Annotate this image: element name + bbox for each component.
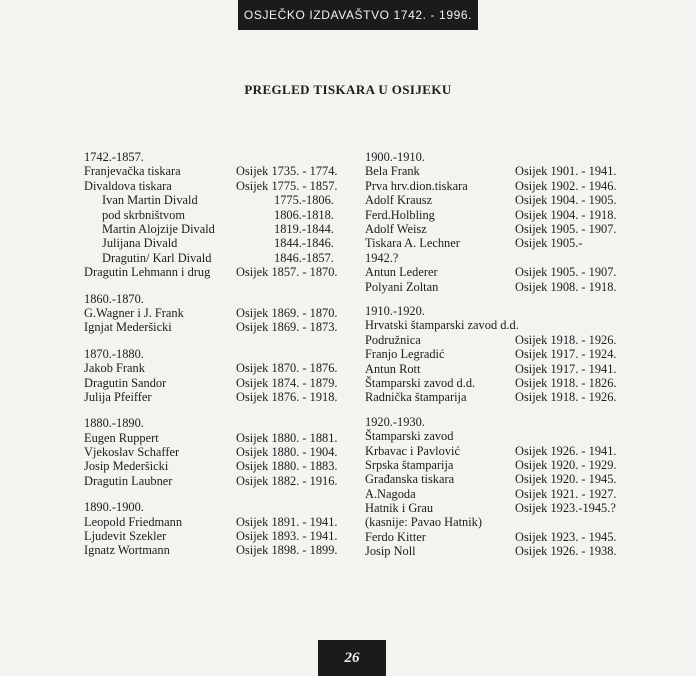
printer-name: Franjo Legradić xyxy=(365,347,445,362)
printer-name: Ignatz Wortmann xyxy=(84,543,170,558)
printer-row xyxy=(84,445,352,459)
printer-row xyxy=(365,347,627,361)
printer-row xyxy=(84,236,352,250)
printer-row xyxy=(365,544,627,558)
printer-dates: Osijek 1926. - 1941. xyxy=(515,443,617,458)
printer-name: Građanska tiskara xyxy=(365,472,455,487)
printer-name: Ferdo Kitter xyxy=(365,529,426,544)
printer-row xyxy=(84,390,352,404)
printer-dates: Osijek 1923.-1945.? xyxy=(515,501,616,516)
printer-row xyxy=(365,487,627,501)
printer-name: Divaldova tiskara xyxy=(84,178,172,193)
printer-row xyxy=(365,390,627,404)
printer-row xyxy=(365,530,627,544)
printer-row xyxy=(84,459,352,473)
printer-name: pod skrbništvom xyxy=(102,207,185,222)
printer-dates: Osijek 1775. - 1857. xyxy=(236,178,338,193)
printer-dates: Osijek 1898. - 1899. xyxy=(236,543,338,558)
period-group-1890-1900 xyxy=(84,500,352,558)
printer-name: Antun Rott xyxy=(365,361,421,376)
printer-dates: Osijek 1901. - 1941. xyxy=(515,164,617,179)
period-group-1880-1890 xyxy=(84,416,352,488)
period-group-1870-1880 xyxy=(84,347,352,405)
printer-name: Vjekoslav Schaffer xyxy=(84,445,180,460)
left-column xyxy=(84,150,352,558)
printer-dates: 1846.-1857. xyxy=(274,250,334,265)
printer-name: Hatnik i Grau xyxy=(365,501,434,516)
printer-row xyxy=(365,444,627,458)
printer-name: Antun Lederer xyxy=(365,265,438,280)
printer-dates: Osijek 1923. - 1945. xyxy=(515,529,617,544)
printer-row xyxy=(84,474,352,488)
printer-row xyxy=(365,376,627,390)
printer-row xyxy=(365,193,627,207)
printer-dates: Osijek 1902. - 1946. xyxy=(515,178,617,193)
period-heading: 1742.-1857. xyxy=(84,150,144,164)
printer-row xyxy=(84,306,352,320)
printer-row xyxy=(84,361,352,375)
page-number-box xyxy=(318,640,386,676)
period-group-1910-1920 xyxy=(365,304,627,405)
printer-row xyxy=(365,222,627,236)
period-group-1900-1910 xyxy=(365,150,627,294)
printer-row xyxy=(84,376,352,390)
header-box xyxy=(238,0,478,30)
printer-name: Ferd.Holbling xyxy=(365,207,435,222)
period-heading: 1900.-1910. xyxy=(365,150,425,164)
printer-dates: Osijek 1874. - 1879. xyxy=(236,375,338,390)
printer-name: Dragutin Sandor xyxy=(84,375,167,390)
printer-name: Prva hrv.dion.tiskara xyxy=(365,178,468,193)
printer-name: Podružnica xyxy=(365,332,421,347)
printer-row xyxy=(84,179,352,193)
printer-dates: Osijek 1891. - 1941. xyxy=(236,514,338,529)
printer-dates: Osijek 1880. - 1883. xyxy=(236,459,338,474)
period-group-1860-1870 xyxy=(84,292,352,335)
printer-name: Radnička štamparija xyxy=(365,390,467,405)
printer-dates: 1819.-1844. xyxy=(274,221,334,236)
printer-dates: Osijek 1905. - 1907. xyxy=(515,265,617,280)
printer-dates: Osijek 1735. - 1774. xyxy=(236,164,338,179)
printer-row xyxy=(365,501,627,515)
printer-row xyxy=(365,362,627,376)
period-heading: 1870.-1880. xyxy=(84,346,144,361)
printer-dates: Osijek 1918. - 1926. xyxy=(515,390,617,405)
printer-name: Bela Frank xyxy=(365,164,420,179)
printer-name: Julija Pfeiffer xyxy=(84,389,152,404)
period-group-1742-1857 xyxy=(84,150,352,280)
printer-row xyxy=(365,280,627,294)
printer-dates: Osijek 1870. - 1876. xyxy=(236,361,338,376)
printer-dates: Osijek 1904. - 1918. xyxy=(515,207,617,222)
printer-row xyxy=(84,431,352,445)
printer-dates: Osijek 1917. - 1941. xyxy=(515,361,617,376)
period-group-1920-1930 xyxy=(365,415,627,559)
printer-name: Eugen Ruppert xyxy=(84,430,159,445)
period-heading: 1880.-1890. xyxy=(84,416,144,431)
printer-dates: Osijek 1869. - 1873. xyxy=(236,320,338,335)
printer-row xyxy=(84,208,352,222)
printer-name: Polyani Zoltan xyxy=(365,279,439,294)
printer-name: 1942.? xyxy=(365,250,399,265)
printer-row xyxy=(365,458,627,472)
printer-dates: Osijek 1920. - 1929. xyxy=(515,457,617,472)
period-subheading: Hrvatski štamparski zavod d.d. xyxy=(365,318,519,333)
printer-dates: Osijek 1882. - 1916. xyxy=(236,473,338,488)
page-number: 26 xyxy=(344,649,360,666)
printer-name: Martin Alojzije Divald xyxy=(102,221,215,236)
printer-name: Ignjat Mederšicki xyxy=(84,320,172,335)
period-heading: 1860.-1870. xyxy=(84,291,144,306)
printer-row xyxy=(84,265,352,279)
printer-dates: Osijek 1926. - 1938. xyxy=(515,544,617,559)
printer-dates: Osijek 1920. - 1945. xyxy=(515,472,617,487)
printer-name: Ljudevit Szekler xyxy=(84,529,167,544)
printer-row xyxy=(84,515,352,529)
right-column xyxy=(365,150,627,559)
period-heading: 1890.-1900. xyxy=(84,500,144,515)
header-title: OSJEČKO IZDAVAŠTVO 1742. - 1996. xyxy=(243,8,473,22)
printer-name: Ivan Martin Divald xyxy=(102,193,198,208)
printer-dates: Osijek 1917. - 1924. xyxy=(515,347,617,362)
printer-row xyxy=(365,333,627,347)
printer-dates: 1775.-1806. xyxy=(274,193,334,208)
printer-row xyxy=(84,543,352,557)
printer-name: Josip Noll xyxy=(365,544,416,559)
printer-name: Dragutin Laubner xyxy=(84,473,173,488)
printer-name: Franjevačka tiskara xyxy=(84,164,181,179)
printer-row xyxy=(84,164,352,178)
printer-name: (kasnije: Pavao Hatnik) xyxy=(365,515,482,530)
printer-name: G.Wagner i J. Frank xyxy=(84,305,184,320)
printer-name: A.Nagoda xyxy=(365,486,416,501)
printer-row xyxy=(365,179,627,193)
printer-row xyxy=(84,193,352,207)
printer-name: Jakob Frank xyxy=(84,361,145,376)
printer-row xyxy=(365,208,627,222)
printer-row xyxy=(365,472,627,486)
printer-dates: 1806.-1818. xyxy=(274,207,334,222)
printer-name: Tiskara A. Lechner xyxy=(365,236,460,251)
printer-name: Adolf Krausz xyxy=(365,193,433,208)
printer-dates: Osijek 1918. - 1826. xyxy=(515,375,617,390)
printer-dates: Osijek 1918. - 1926. xyxy=(515,332,617,347)
page-title: PREGLED TISKARA U OSIJEKU xyxy=(244,82,452,97)
printer-dates: 1844.-1846. xyxy=(274,236,334,251)
period-subheading: Štamparski zavod xyxy=(365,429,454,444)
printer-row xyxy=(84,251,352,265)
period-heading: 1910.-1920. xyxy=(365,303,425,318)
printer-dates: Osijek 1876. - 1918. xyxy=(236,389,338,404)
printer-dates: Osijek 1880. - 1904. xyxy=(236,445,338,460)
period-heading: 1920.-1930. xyxy=(365,414,425,429)
printer-name: Dragutin/ Karl Divald xyxy=(102,250,212,265)
printer-row xyxy=(84,529,352,543)
printer-dates: Osijek 1880. - 1881. xyxy=(236,430,338,445)
printer-name: Srpska štamparija xyxy=(365,457,454,472)
printer-name: Leopold Friedmann xyxy=(84,514,183,529)
printer-row xyxy=(365,251,627,265)
printer-dates: Osijek 1905. - 1907. xyxy=(515,221,617,236)
printer-row xyxy=(365,164,627,178)
printer-name: Krbavac i Pavlović xyxy=(365,443,460,458)
printer-dates: Osijek 1921. - 1927. xyxy=(515,486,617,501)
printer-row xyxy=(365,236,627,250)
printer-dates: Osijek 1893. - 1941. xyxy=(236,529,338,544)
printer-dates: Osijek 1857. - 1870. xyxy=(236,265,338,280)
printer-name: Štamparski zavod d.d. xyxy=(365,375,476,390)
printer-dates: Osijek 1904. - 1905. xyxy=(515,193,617,208)
printer-row xyxy=(365,265,627,279)
printer-row xyxy=(84,222,352,236)
printer-dates: Osijek 1908. - 1918. xyxy=(515,279,617,294)
printer-name: Josip Mederšicki xyxy=(84,459,169,474)
printer-dates: Osijek 1905.- xyxy=(515,236,583,251)
printer-row xyxy=(84,320,352,334)
printer-name: Julijana Divald xyxy=(102,236,178,251)
printer-row xyxy=(365,515,627,529)
printer-dates: Osijek 1869. - 1870. xyxy=(236,305,338,320)
printer-name: Adolf Weisz xyxy=(365,221,427,236)
printer-name: Dragutin Lehmann i drug xyxy=(84,265,211,280)
